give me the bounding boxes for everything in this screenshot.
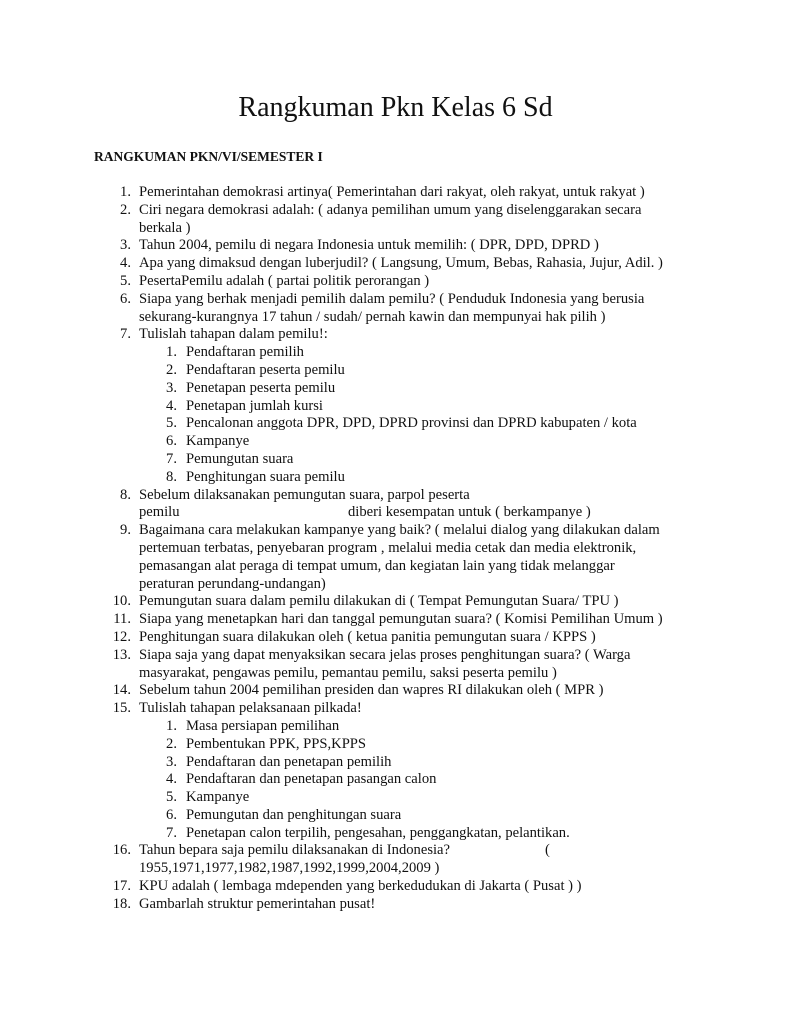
item-text: PesertaPemilu adalah ( partai politik perorangan ) [139,272,430,289]
sub-item-number: 6. [166,806,177,823]
list-item [0,682,791,700]
list-item-continuation [0,220,791,238]
sub-list-item [0,789,791,807]
item-number: 16. [112,842,131,859]
sub-item-text: Pembentukan PPK, PPS,KPPS [186,735,367,752]
item-number: 8. [120,486,131,503]
item-number: 6. [120,290,131,307]
item-number: 7. [120,326,131,343]
sub-list-item [0,344,791,362]
list-item-continuation [0,558,791,576]
sub-item-number: 4. [166,771,177,788]
item-text: peraturan perundang-undangan) [139,575,326,592]
sub-item-text: Kampanye [186,433,250,450]
list-item [0,184,791,202]
sub-list-item [0,754,791,772]
list-item [0,326,791,344]
item-text: Tulislah tahapan pelaksanaan pilkada! [139,700,362,717]
sub-item-text: Pemungutan dan penghitungan suara [186,806,402,823]
list-item-continuation [0,504,791,522]
sub-item-number: 3. [166,379,177,396]
item-number: 17. [112,878,131,895]
sub-list-item [0,736,791,754]
sub-item-number: 2. [166,735,177,752]
sub-item-text: Pencalonan anggota DPR, DPD, DPRD provinsi dan DPRD kabupaten / kota [186,415,637,432]
item-text: Tahun 2004, pemilu di negara Indonesia untuk memilih: ( DPR, DPD, DPRD ) [139,237,599,254]
list-item [0,593,791,611]
item-text: diberi kesempatan untuk ( berkampanye ) [348,504,591,521]
sub-item-text: Pendaftaran dan penetapan pasangan calon [186,771,437,788]
list-item [0,878,791,896]
list-item [0,700,791,718]
list-item [0,842,791,860]
item-number: 4. [120,255,131,272]
section-heading: RANGKUMAN PKN/VI/SEMESTER I [94,149,323,164]
sub-item-text: Penetapan jumlah kursi [186,397,323,414]
item-number: 3. [120,237,131,254]
item-text: Gambarlah struktur pemerintahan pusat! [139,895,376,912]
item-text: Tahun bepara saja pemilu dilaksanakan di Indonesia? [139,842,451,859]
sub-item-text: Pemungutan suara [186,450,294,467]
item-number: 18. [112,895,131,912]
list-item [0,202,791,220]
sub-list-item [0,825,791,843]
sub-item-number: 6. [166,433,177,450]
item-text: Tulislah tahapan dalam pemilu!: [139,326,328,343]
sub-item-text: Penetapan peserta pemilu [186,379,336,396]
item-text: masyarakat, pengawas pemilu, pemantau pemilu, saksi peserta pemilu ) [139,664,557,681]
sub-list-item [0,362,791,380]
item-text: Ciri negara demokrasi adalah: ( adanya pemilihan umum yang diselenggarakan secara [139,201,642,218]
item-number: 9. [120,522,131,539]
sub-item-number: 2. [166,361,177,378]
sub-item-number: 7. [166,824,177,841]
item-text: Pemerintahan demokrasi artinya( Pemerintahan dari rakyat, oleh rakyat, untuk rakyat ) [139,184,645,200]
sub-list-item [0,807,791,825]
sub-item-number: 7. [166,450,177,467]
list-item [0,896,791,914]
sub-item-number: 5. [166,415,177,432]
sub-list-item [0,469,791,487]
list-item [0,291,791,309]
sub-list-item [0,718,791,736]
sub-item-text: Pendaftaran dan penetapan pemilih [186,753,392,770]
sub-list-item [0,380,791,398]
list-item [0,487,791,505]
list-item-continuation [0,665,791,683]
list-item [0,647,791,665]
numbered-list [0,184,791,914]
sub-item-text: Pendaftaran peserta pemilu [186,361,345,378]
sub-item-number: 4. [166,397,177,414]
sub-item-number: 1. [166,344,177,361]
item-text: 1955,1971,1977,1982,1987,1992,1999,2004,2009 ) [139,860,440,877]
item-number: 15. [112,700,131,717]
list-item-continuation [0,309,791,327]
item-number: 10. [112,593,131,610]
item-text: Sebelum dilaksanakan pemungutan suara, parpol peserta [139,486,470,503]
item-text: Siapa saja yang dapat menyaksikan secara jelas proses penghitungan suara? ( Warga [139,646,631,663]
list-item [0,522,791,540]
item-text: ( [545,842,550,859]
sub-list-item [0,415,791,433]
item-number: 1. [120,184,131,200]
sub-list-item [0,398,791,416]
sub-item-number: 8. [166,468,177,485]
list-item-continuation [0,576,791,594]
sub-item-text: Masa persiapan pemilihan [186,717,340,734]
list-item-continuation [0,540,791,558]
sub-item-number: 5. [166,789,177,806]
list-item [0,629,791,647]
item-text: pemilu [139,504,180,521]
sub-item-text: Kampanye [186,789,250,806]
item-number: 14. [112,682,131,699]
item-text: Siapa yang menetapkan hari dan tanggal pemungutan suara? ( Komisi Pemilihan Umum ) [139,611,663,628]
item-text: pemasangan alat peraga di tempat umum, dan kegiatan lain yang tidak melanggar [139,557,615,574]
sub-item-text: Pendaftaran pemilih [186,344,304,361]
item-number: 13. [112,646,131,663]
item-text: berkala ) [139,219,191,236]
item-number: 5. [120,272,131,289]
item-number: 11. [113,611,131,628]
sub-item-number: 1. [166,717,177,734]
sub-list-item [0,433,791,451]
sub-list-item [0,451,791,469]
item-text: Pemungutan suara dalam pemilu dilakukan di ( Tempat Pemungutan Suara/ TPU ) [139,593,619,610]
item-text: Siapa yang berhak menjadi pemilih dalam pemilu? ( Penduduk Indonesia yang berusia [139,290,645,307]
sub-list-item [0,771,791,789]
item-text: sekurang-kurangnya 17 tahun / sudah/ pernah kawin dan mempunyai hak pilih ) [139,308,606,325]
list-item-continuation [0,860,791,878]
item-text: Apa yang dimaksud dengan luberjudil? ( Langsung, Umum, Bebas, Rahasia, Jujur, Adil. ) [139,255,663,272]
item-number: 12. [112,628,131,645]
sub-item-number: 3. [166,753,177,770]
list-item [0,237,791,255]
sub-item-text: Penetapan calon terpilih, pengesahan, penggangkatan, pelantikan. [186,824,570,841]
item-number: 2. [120,201,131,218]
list-item [0,255,791,273]
list-item [0,611,791,629]
item-text: pertemuan terbatas, penyebaran program , melalui media cetak dan media elektronik, [139,539,637,556]
document-title: Rangkuman Pkn Kelas 6 Sd [238,92,553,123]
item-text: Penghitungan suara dilakukan oleh ( ketua panitia pemungutan suara / KPPS ) [139,628,596,645]
sub-item-text: Penghitungan suara pemilu [186,468,345,485]
list-item [0,273,791,291]
item-text: Bagaimana cara melakukan kampanye yang baik? ( melalui dialog yang dilakukan dalam [139,522,660,539]
item-text: Sebelum tahun 2004 pemilihan presiden dan wapres RI dilakukan oleh ( MPR ) [139,682,604,699]
item-text: KPU adalah ( lembaga mdependen yang berkedudukan di Jakarta ( Pusat ) ) [139,878,582,895]
